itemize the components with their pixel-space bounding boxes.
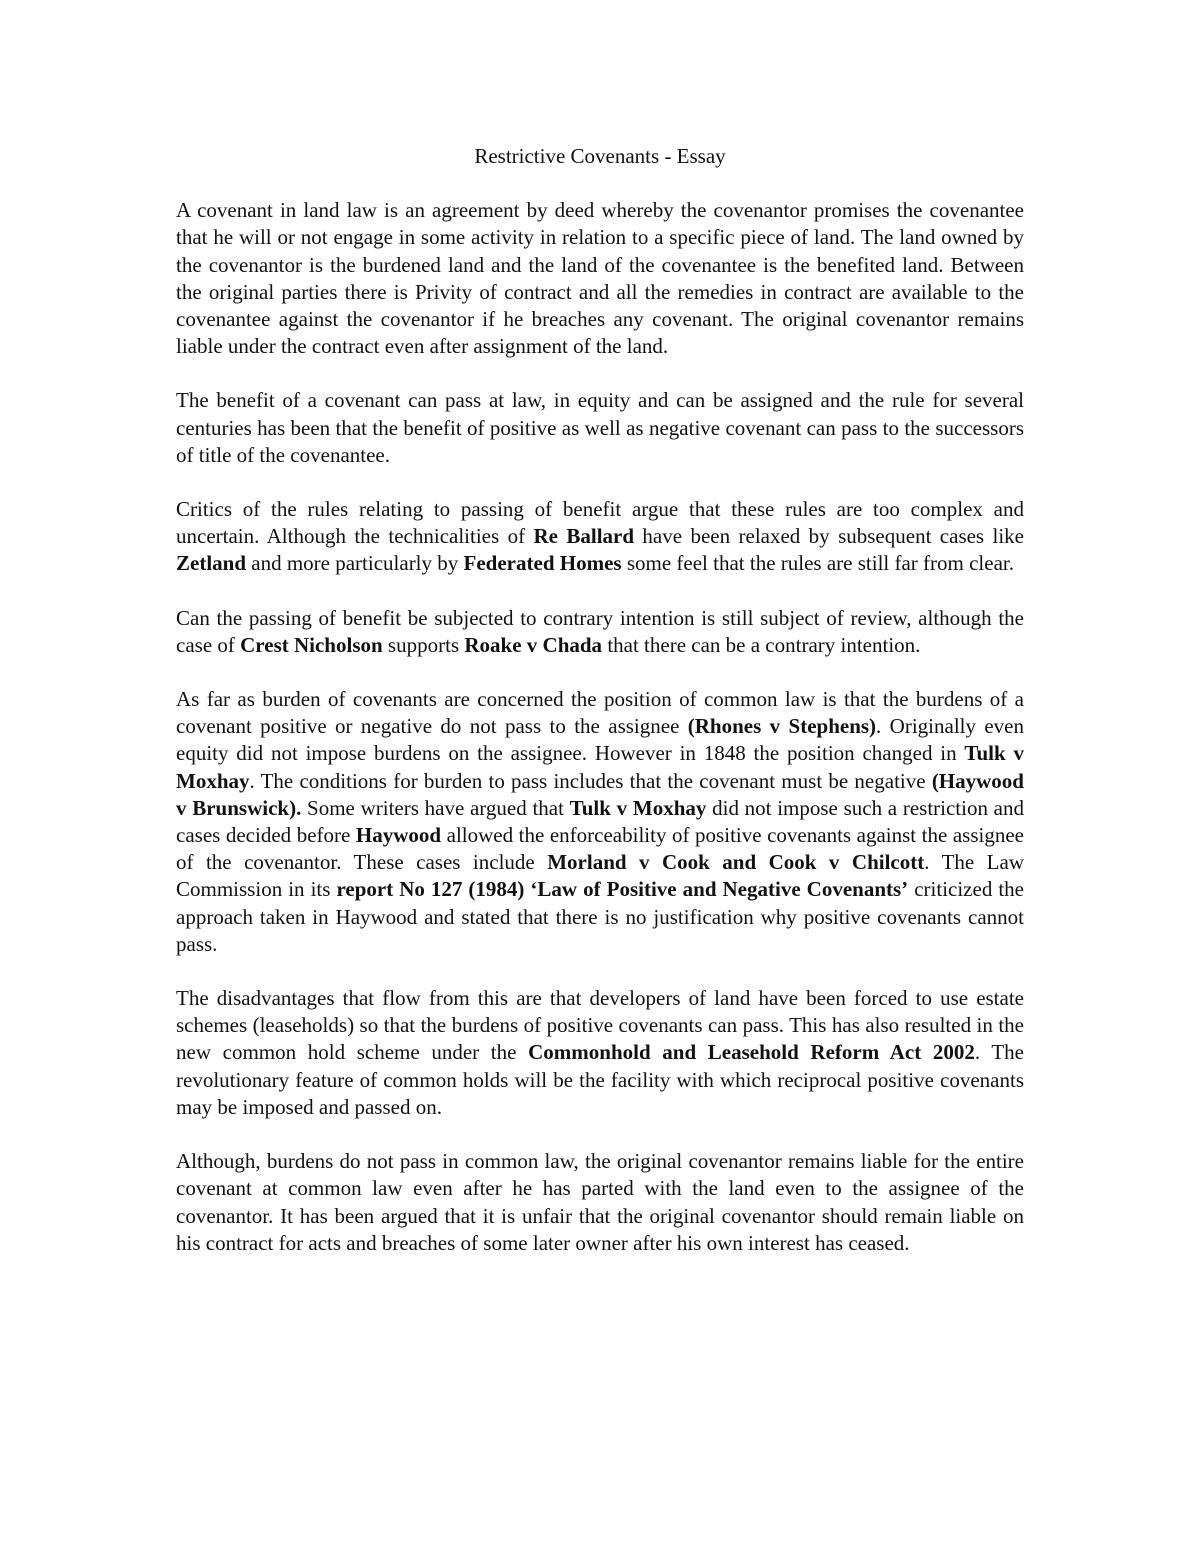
case-citation: Tulk v Moxhay xyxy=(176,741,1024,793)
paragraph xyxy=(176,985,1024,1121)
paragraph-text: The benefit of a covenant can pass at law, in equity and can be assigned and the rule for several centuries has been that the benefit of positive as well as negative covenant can pass to the successors of title of the covenantee. xyxy=(176,388,1024,467)
paragraph-text: . The revolutionary feature of common holds will be the facility with which reciprocal positive covenants may be imposed and passed on. xyxy=(176,1040,1025,1119)
case-citation: Haywood xyxy=(355,823,442,848)
paragraph-text: The disadvantages that flow from this are that developers of land have been forced to use estate schemes (leaseholds) so that the burdens of positive covenants can pass. This has also resulted in the new common hold scheme under the xyxy=(176,986,1024,1065)
paragraph-text: Critics of the rules relating to passing of benefit argue that these rules are too complex and uncertain. Although the technicalities of xyxy=(176,497,1024,549)
paragraph-text: criticized the approach taken in Haywood and stated that there is no justification why positive covenants cannot pass. xyxy=(176,877,1024,956)
case-citation: (Rhones v Stephens) xyxy=(687,714,877,739)
paragraph xyxy=(176,605,1024,659)
document-title: Restrictive Covenants - Essay xyxy=(474,144,726,168)
paragraph-text: . The conditions for burden to pass includes that the covenant must be negative xyxy=(249,768,932,793)
case-citation: Re Ballard xyxy=(533,524,635,549)
paragraph-text: allowed the enforceability of positive covenants against the assignee of the covenantor. These cases include xyxy=(176,823,1025,875)
paragraph xyxy=(176,387,1024,469)
paragraph-text: and more particularly by xyxy=(246,551,464,576)
paragraph-text: supports xyxy=(382,632,465,657)
case-citation: Roake v Chada xyxy=(464,632,603,657)
paragraph-text: did not impose such a restriction and cases decided before xyxy=(176,795,1025,848)
paragraph-text: Can the passing of benefit be subjected to contrary intention is still subject of review, although the case of xyxy=(176,605,1024,657)
paragraph-text: As far as burden of covenants are concerned the position of common law is that the burdens of a covenant positive or negative do not pass to the assignee xyxy=(176,687,1024,739)
paragraph xyxy=(176,1148,1024,1257)
case-citation: report No 127 (1984) ‘Law of Positive and Negative Covenants’ xyxy=(336,877,909,902)
document-body xyxy=(176,143,1024,1284)
paragraph-text: some feel that the rules are still far from clear. xyxy=(621,551,1014,576)
paragraph-text: have been relaxed by subsequent cases like xyxy=(634,524,1024,549)
paragraph-text: A covenant in land law is an agreement by deed whereby the covenantor promises the covenantee that he will or not engage in some activity in relation to a specific piece of land. The land owned by the covenantor is the burdened land and the land of the covenantee is the benefited land. Between the original parties there is Privity of contract and all the remedies in contract are available to the covenantee against the covenantor if he breaches any covenant. The original covenantor remains liable under the contract even after assignment of the land. xyxy=(176,198,1024,359)
case-citation: Zetland xyxy=(176,551,247,576)
case-citation: Commonhold and Leasehold Reform Act 2002 xyxy=(528,1040,975,1065)
case-citation: Morland v Cook and Cook v Chilcott xyxy=(547,850,925,875)
paragraph xyxy=(176,496,1024,578)
case-citation: Crest Nicholson xyxy=(240,632,383,657)
paragraph-text: that there can be a contrary intention. xyxy=(602,632,921,657)
paragraph-text: . Originally even equity did not impose burdens on the assignee. However in 1848 the position changed in xyxy=(176,714,1024,766)
paragraph-text: . The Law Commission in its xyxy=(176,850,1025,902)
case-citation: Federated Homes xyxy=(463,551,622,576)
paragraph-list xyxy=(176,197,1024,1257)
paragraph-text: Some writers have argued that xyxy=(301,795,570,820)
paragraph xyxy=(176,197,1024,360)
case-citation: Tulk v Moxhay xyxy=(569,795,707,820)
case-citation: (Haywood v Brunswick). xyxy=(176,768,1024,820)
paragraph xyxy=(176,686,1024,958)
paragraph-text: Although, burdens do not pass in common law, the original covenantor remains liable for the entire covenant at common law even after he has parted with the land even to the assignee of the covenantor. It has been argued that it is unfair that the original covenantor should remain liable on his contract for acts and breaches of some later owner after his own interest has ceased. xyxy=(176,1149,1024,1255)
